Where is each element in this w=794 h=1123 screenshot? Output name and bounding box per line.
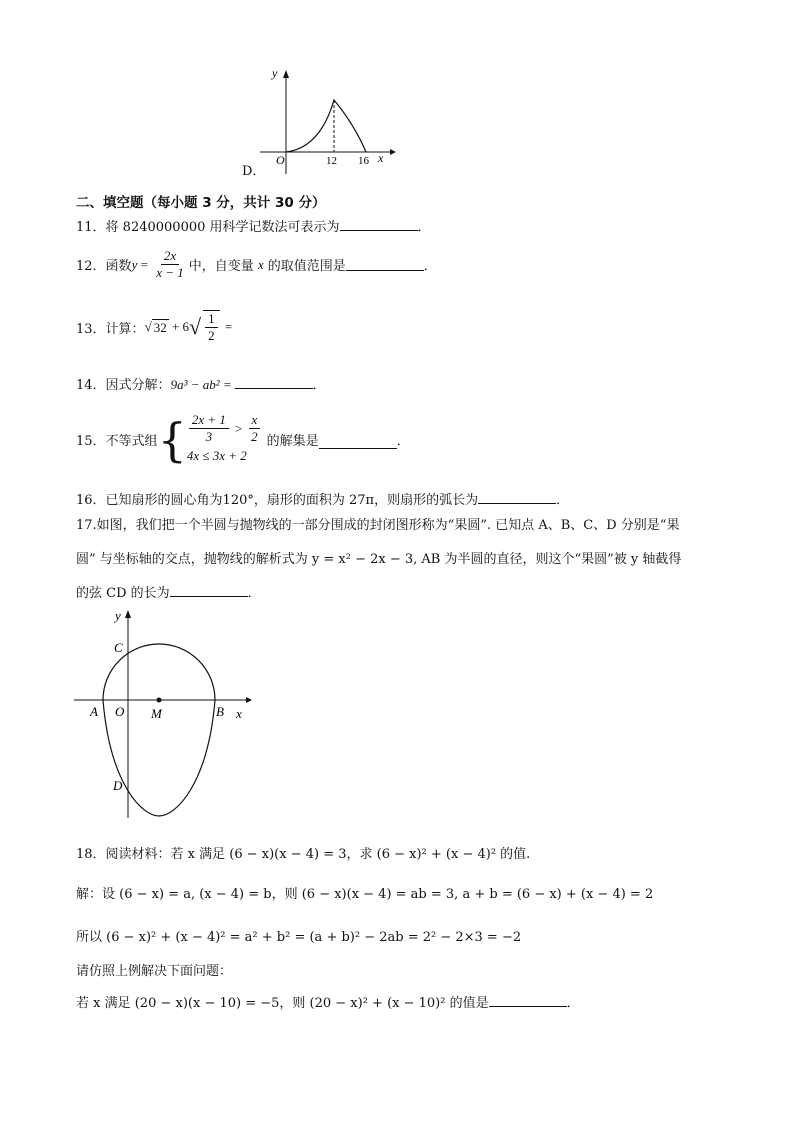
q17-line3-text: 的弦 CD 的长为 [76,586,170,601]
q13-eq: = [221,319,233,334]
question-14 [76,374,326,393]
q15-row1-left-fraction [189,412,229,445]
q15-row1-den: 3 [205,429,213,444]
graph-17-label-a: A [90,704,98,719]
question-11 [76,216,431,235]
graph-17 [70,604,260,824]
q12-suffix2: 的取值范围是 [263,259,346,274]
q15-suffix: 的解集是 [266,434,319,449]
q11-number: 11． [76,220,106,235]
graph-17-x-arrow [246,697,252,703]
q15-row1-gt: > [230,420,247,436]
graph-d-tick-16: 16 [358,155,369,167]
q13-sqrt-sign-2: √ [189,314,202,339]
graph-17-y-arrow [125,610,131,618]
q12-answer-blank[interactable] [346,258,424,271]
q12-y: y [131,256,138,272]
graph-17-label-m: M [151,706,162,721]
graph-17-label-c: C [114,640,123,655]
graph-d-y-label: y [272,66,278,80]
graph-17-x-label: x [236,706,242,721]
q14-end: ． [312,378,326,393]
q15-row1-num: 2x + 1 [189,412,229,429]
q13-plus: + 6 [168,319,190,334]
question-17-line-2: 圆” 与坐标轴的交点，抛物线的解析式为 y = x² − 2x − 3, AB 为半圆的直径，则这个“果圆”被 y 轴截得 [76,552,682,567]
q18-line5-text: 若 x 满足 (20 − x)(x − 10) = −5，则 (20 − x)² + (x − 10)² 的值是 [76,996,489,1011]
question-17-line-1: 17.如图，我们把一个半圆与抛物线的一部分围成的封闭图形称为“果圆”. 已知点 A、B、C、D 分别是“果 [76,518,680,533]
question-12 [76,248,437,281]
graph-17-label-d: D [113,778,123,793]
q16-text: 已知扇形的圆心角为120°，扇形的面积为 27π，则扇形的弧长为 [105,493,479,508]
q13-number: 13． [76,321,106,337]
q14-number: 14． [76,378,106,393]
graph-17-label-b: B [216,704,224,719]
q13-denominator: 2 [208,328,215,343]
q15-row1-right-fraction [248,412,261,445]
q12-x: x [257,256,264,272]
q13-sqrt-32: 32 [153,319,167,335]
q12-prefix: 函数 [105,259,132,274]
q12-number: 12． [76,259,106,274]
graph-d-y-arrow [283,70,289,78]
q15-row1-rden: 2 [251,429,258,444]
q15-number: 15． [76,434,106,449]
graph-d-x-label: x [378,151,384,165]
question-18-line-2: 解：设 (6 − x) = a, (x − 4) = b，则 (6 − x)(x − 4) = ab = 3, a + b = (6 − x) + (x − 4) = 2 [76,887,654,902]
q12-fraction [153,248,187,281]
option-d-label: D． [242,164,266,179]
q11-end: ． [417,220,431,235]
q15-answer-blank[interactable] [319,436,397,449]
question-18-line-3: 所以 (6 − x)² + (x − 4)² = a² + b² = (a + b)² − 2ab = 2² − 2×3 = −2 [76,930,522,945]
question-13 [76,310,232,344]
q18-end: ． [566,996,580,1011]
question-15 [76,412,410,467]
q15-brace: { [157,412,187,467]
graph-d-origin: O [276,153,285,167]
graph-17-svg [70,604,260,824]
question-16 [76,489,569,508]
q15-row-1 [187,412,263,445]
question-18-line-5 [76,992,580,1011]
q12-end: ． [423,259,437,274]
q12-suffix: 中，自变量 [188,259,258,274]
graph-17-center-point [157,698,162,703]
graph-17-y-label: y [115,608,121,623]
q11-text: 将 8240000000 用科学记数法可表示为 [105,220,340,235]
q13-sqrt-fraction [203,310,220,344]
q12-numerator: 2x [161,248,179,265]
q13-sqrt-sign-1: √ [144,319,152,334]
q17-end: ． [247,586,261,601]
q15-row1-rnum: x [249,412,261,429]
graph-d-curve [286,100,366,152]
q13-text: 计算： [105,321,145,337]
q15-system [187,412,263,467]
q16-number: 16． [76,493,106,508]
q15-prefix: 不等式组 [105,434,158,449]
q12-denominator: x − 1 [156,265,184,280]
q17-answer-blank[interactable] [170,584,248,597]
graph-d-x-arrow [390,149,396,155]
q14-text: 因式分解： [105,378,171,393]
q15-row-2: 4x ≤ 3x + 2 [186,448,247,463]
q13-numerator: 1 [205,311,218,328]
q14-expr: 9a³ − ab² = [170,377,232,392]
graph-d-tick-12: 12 [326,155,337,167]
question-18-line-1: 18．阅读材料：若 x 满足 (6 − x)(x − 4) = 3，求 (6 − x)² + (x − 4)² 的值. [76,847,531,862]
q15-end: ． [396,434,410,449]
q18-answer-blank[interactable] [489,994,567,1007]
section-title: 二、填空题（每小题 3 分，共计 30 分） [76,195,326,211]
graph-17-label-o: O [115,704,125,719]
q16-end: ． [556,493,570,508]
q16-answer-blank[interactable] [478,491,556,504]
question-17-line-3 [76,582,261,601]
q11-answer-blank[interactable] [340,218,418,231]
q14-answer-blank[interactable] [235,376,313,389]
question-18-line-4: 请仿照上例解决下面问题： [76,964,233,979]
q12-eq: = [137,256,152,272]
